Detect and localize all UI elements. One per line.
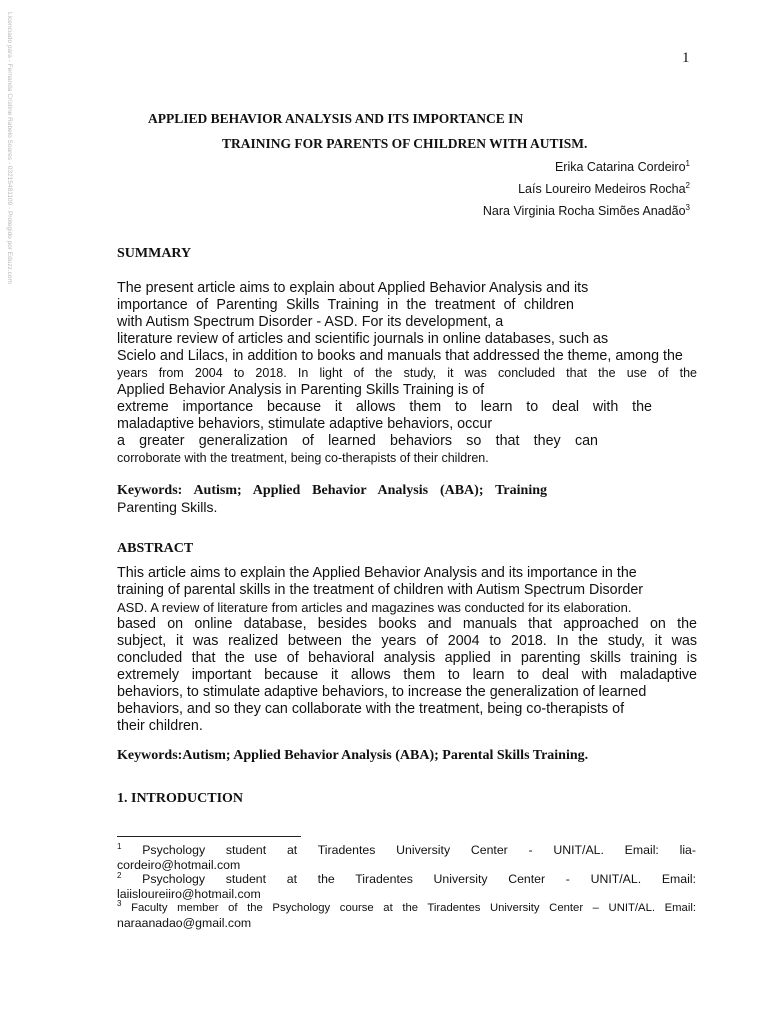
abstract-line: extremely important because it allows them to learn to deal with maladaptive bbox=[117, 667, 697, 683]
abstract-line: ASD. A review of literature from articles and magazines was conducted for its elaboration. bbox=[117, 600, 632, 615]
footnote-2-email: laiisloureiiro@hotmail.com bbox=[117, 886, 261, 901]
abstract-line: behaviors, to stimulate adaptive behaviors, to increase the generalization of learned bbox=[117, 684, 647, 700]
abstract-line: concluded that the use of behavioral analysis applied in parenting skills training is bbox=[117, 650, 697, 666]
footnotes bbox=[117, 843, 696, 930]
summary-line: literature review of articles and scientific journals in online databases, such as bbox=[117, 331, 609, 347]
footnote-text: Psychology student at the Tiradentes University Center - UNIT/AL. Email: bbox=[142, 872, 696, 886]
abstract-keywords: Keywords:Autism; Applied Behavior Analysis (ABA); Parental Skills Training. bbox=[117, 748, 589, 763]
license-watermark: Licenciado para - Fernanda Cristine Rabelo Soares - 03215481109 - Protegido por Eduzz.com bbox=[6, 12, 13, 284]
page-number: 1 bbox=[682, 50, 690, 66]
summary-heading: SUMMARY bbox=[117, 246, 192, 261]
footnote-1-line bbox=[117, 843, 696, 858]
summary-line: The present article aims to explain about Applied Behavior Analysis and its bbox=[117, 280, 589, 296]
footnote-2-line bbox=[117, 872, 696, 887]
abstract-line: training of parental skills in the treatment of children with Autism Spectrum Disorder bbox=[117, 582, 644, 598]
author-name: Erika Catarina Cordeiro bbox=[554, 160, 686, 174]
summary-paragraph bbox=[117, 280, 697, 467]
summary-line: importance of Parenting Skills Training in the treatment of children bbox=[117, 297, 574, 313]
summary-line: with Autism Spectrum Disorder - ASD. For its development, a bbox=[117, 314, 504, 330]
abstract-line: behaviors, and so they can collaborate with the treatment, being co-therapists of bbox=[117, 701, 625, 717]
summary-line: Scielo and Lilacs, in addition to books and manuals that addressed the theme, among the bbox=[117, 348, 683, 364]
summary-keywords bbox=[117, 482, 547, 516]
footnote-marker: 2 bbox=[685, 180, 690, 190]
author-2 bbox=[518, 182, 690, 196]
introduction-heading: 1. INTRODUCTION bbox=[117, 791, 244, 806]
footnote-mark: 3 bbox=[117, 899, 122, 909]
summary-line: corroborate with the treatment, being co-therapists of their children. bbox=[117, 451, 489, 465]
footnote-mark: 2 bbox=[117, 870, 122, 880]
author-name: Laís Loureiro Medeiros Rocha bbox=[518, 182, 686, 196]
footnote-separator bbox=[117, 836, 301, 837]
title-line-2: TRAINING FOR PARENTS OF CHILDREN WITH AUTISM. bbox=[222, 136, 588, 151]
summary-line: extreme importance because it allows them to learn to deal with the bbox=[117, 399, 652, 415]
footnote-3-line bbox=[117, 901, 696, 916]
abstract-line: This article aims to explain the Applied Behavior Analysis and its importance in the bbox=[117, 565, 637, 581]
title-line-1: APPLIED BEHAVIOR ANALYSIS AND ITS IMPORTANCE IN bbox=[148, 111, 524, 126]
footnote-text: Psychology student at Tiradentes University Center - UNIT/AL. Email: lia- bbox=[142, 843, 696, 857]
abstract-line: subject, it was realized between the years of 2004 to 2018. In the study, it was bbox=[117, 633, 697, 649]
keywords-line: Keywords: Autism; Applied Behavior Analysis (ABA); Training bbox=[117, 483, 547, 498]
footnote-text: Faculty member of the Psychology course at the Tiradentes University Center – UNIT/AL. Email: bbox=[131, 902, 696, 914]
abstract-paragraph bbox=[117, 565, 697, 735]
summary-line: Applied Behavior Analysis in Parenting Skills Training is of bbox=[117, 382, 485, 398]
abstract-line: their children. bbox=[117, 718, 203, 734]
author-3 bbox=[483, 204, 690, 218]
footnote-marker: 3 bbox=[685, 202, 690, 212]
author-1 bbox=[555, 160, 690, 174]
footnote-1-email: cordeiro@hotmail.com bbox=[117, 857, 241, 872]
abstract-line: based on online database, besides books and manuals that approached on the bbox=[117, 616, 697, 632]
summary-line: years from 2004 to 2018. In light of the study, it was concluded that the use of the bbox=[117, 366, 697, 380]
footnote-mark: 1 bbox=[117, 841, 122, 851]
author-name: Nara Virginia Rocha Simões Anadão bbox=[482, 204, 686, 218]
footnote-marker: 1 bbox=[685, 158, 690, 168]
summary-line: maladaptive behaviors, stimulate adaptive behaviors, occur bbox=[117, 416, 493, 432]
footnote-3-email: naraanadao@gmail.com bbox=[117, 915, 252, 930]
summary-line: a greater generalization of learned behaviors so that they can bbox=[117, 433, 598, 449]
keywords-line: Parenting Skills. bbox=[117, 499, 218, 515]
abstract-heading: ABSTRACT bbox=[117, 541, 194, 556]
